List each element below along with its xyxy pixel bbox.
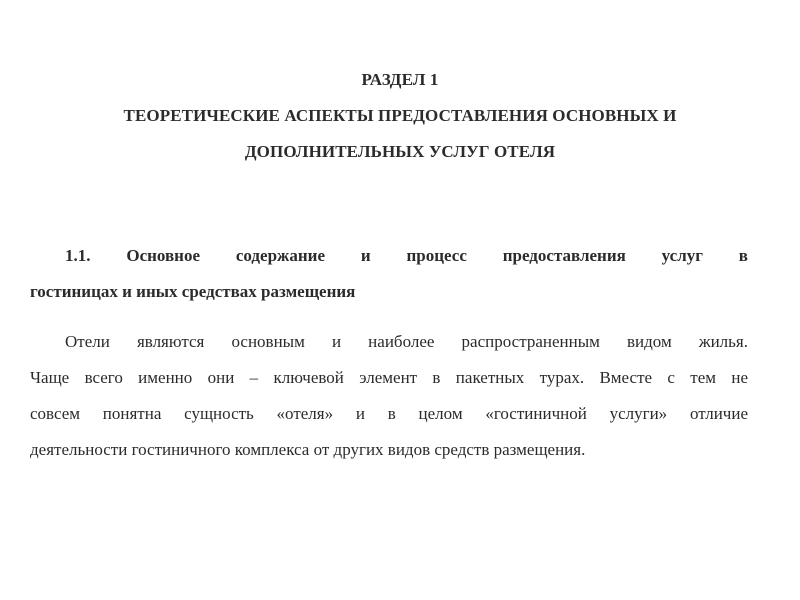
subsection-title-line-1: 1.1. Основное содержание и процесс предоставления услуг в: [65, 246, 748, 265]
subsection-heading: [30, 238, 748, 310]
section-title-line-2: ДОПОЛНИТЕЛЬНЫХ УСЛУГ ОТЕЛЯ: [244, 142, 556, 161]
section-heading: [0, 62, 800, 170]
section-number: РАЗДЕЛ 1: [361, 70, 439, 89]
subsection-title-line-2: гостиницах и иных средствах размещения: [30, 282, 356, 301]
paragraph-line-4: деятельности гостиничного комплекса от других видов средств размещения.: [30, 440, 586, 459]
paragraph-line-3: совсем понятна сущность «отеля» и в целом «гостиничной услуги» отличие: [30, 404, 748, 423]
section-title-line-1: ТЕОРЕТИЧЕСКИЕ АСПЕКТЫ ПРЕДОСТАВЛЕНИЯ ОСНОВНЫХ И: [123, 106, 677, 125]
paragraph-line-1: Отели являются основным и наиболее распространенным видом жилья.: [65, 332, 748, 351]
paragraph-line-2: Чаще всего именно они – ключевой элемент в пакетных турах. Вместе с тем не: [30, 368, 748, 387]
body-paragraph: [30, 324, 748, 468]
